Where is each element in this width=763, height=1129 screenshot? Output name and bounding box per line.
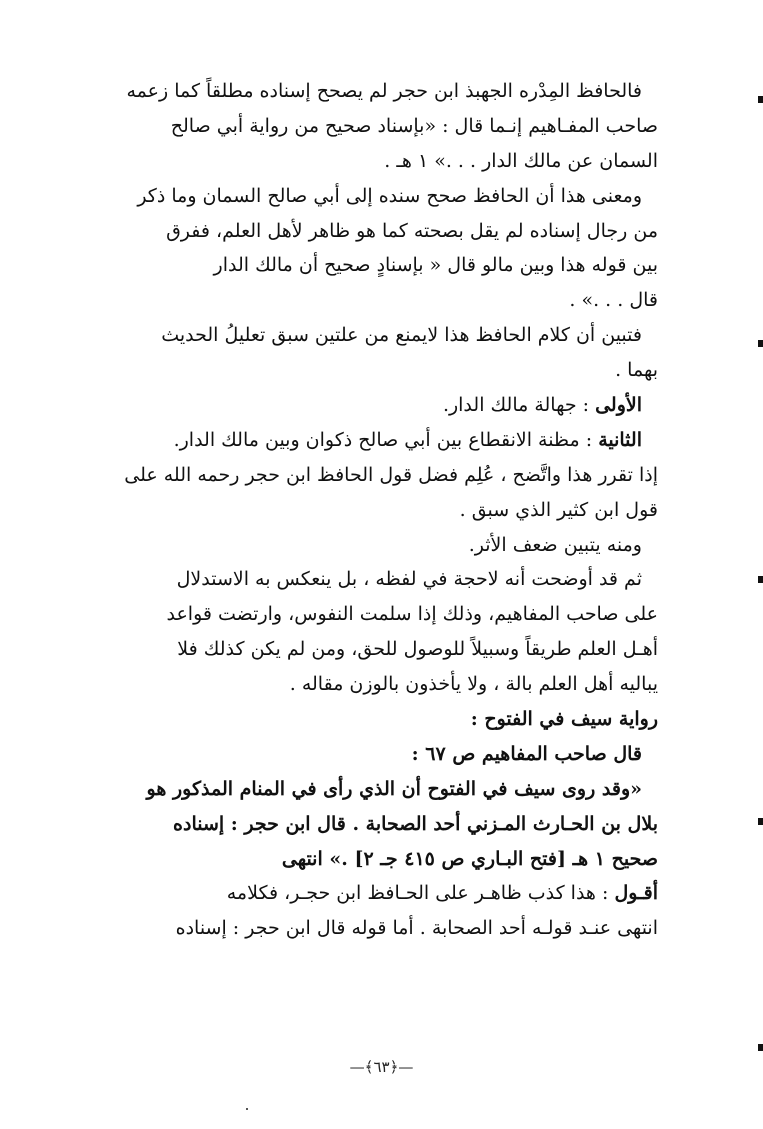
text-line: ومعنى هذا أن الحافظ صحح سنده إلى أبي صالح السمان وما ذكر	[137, 184, 642, 207]
quote-intro: قال صاحب المفاهيم ص ٦٧ :	[411, 742, 642, 765]
scan-edge-mark	[758, 818, 763, 825]
lead-word: أقـول	[614, 882, 658, 905]
text-line: ثم قد أوضحت أنه لاحجة في لفظه ، بل ينعكس به الاستدلال	[176, 568, 642, 591]
text-line: أهـل العلم طريقاً وسبيلاً للوصول للحق، ومن لم يكن كذلك فلا	[177, 638, 658, 661]
text-line: الثانية : مظنة الانقطاع بين أبي صالح ذكوان وبين مالك الدار.	[173, 428, 642, 451]
scan-speck	[246, 1108, 248, 1110]
quote-line: بلال بن الحـارث المـزني أحد الصحابة . قال ابن حجر : إسناده	[173, 812, 658, 835]
quote-line: صحيح ١ هـ [فتح البـاري ص ٤١٥ جـ ٢] .» انتهى	[281, 847, 658, 870]
text-line: على صاحب المفاهيم، وذلك إذا سلمت النفوس، وارتضت قواعد	[166, 603, 658, 626]
scan-edge-mark	[758, 576, 763, 583]
text-line: فتبين أن كلام الحافظ هذا لايمنع من علتين سبق تعليلُ الحديث	[161, 324, 642, 347]
text-line: من رجال إسناده لم يقل بصحته كما هو ظاهر لأهل العلم، ففرق	[166, 219, 658, 242]
text-line: أقـول : هذا كذب ظاهـر على الحـافظ ابن حجـر، فكلامه	[226, 882, 658, 905]
text-line: انتهى عنـد قولـه أحد الصحابة . أما قوله قال ابن حجر : إسناده	[175, 917, 658, 940]
text-line: بين قوله هذا وبين مالو قال « بإسنادٍ صحيح أن مالك الدار	[213, 254, 658, 277]
text-line: الأولى : جهالة مالك الدار.	[442, 394, 642, 417]
text-line: السمان عن مالك الدار . . .» ١ هـ .	[384, 149, 658, 172]
quote-line: «وقد روى سيف في الفتوح أن الذي رأى في المنام المذكور هو	[146, 777, 642, 800]
text-line: بهما .	[615, 359, 658, 382]
text-line: قول ابن كثير الذي سبق .	[459, 498, 658, 521]
text-line: صاحب المفـاهيم إنـما قال : «بإسناد صحيح من رواية أبي صالح	[170, 114, 658, 137]
text-line: فالحافظ المِدْره الجهبذ ابن حجر لم يصحح إسناده مطلقاً كما زعمه	[126, 80, 642, 102]
text-line: ومنه يتبين ضعف الأثر.	[468, 533, 642, 556]
text-line: يباليه أهل العلم بالة ، ولا يأخذون بالوزن مقاله .	[289, 673, 658, 696]
page-number: —﴿٦٣﴾—	[349, 1058, 414, 1076]
section-heading: رواية سيف في الفتوح :	[470, 708, 658, 731]
text-line: قال . . .» .	[569, 289, 658, 312]
body-text	[118, 74, 658, 946]
lead-word: الثانية	[598, 428, 642, 451]
lead-word: الأولى	[595, 394, 642, 417]
text-line: إذا تقرر هذا واتَّضح ، عُلِم فضل قول الحافظ ابن حجر رحمه الله على	[124, 463, 658, 486]
scan-edge-mark	[758, 96, 763, 103]
scan-edge-mark	[758, 1044, 763, 1051]
scan-edge-mark	[758, 340, 763, 347]
